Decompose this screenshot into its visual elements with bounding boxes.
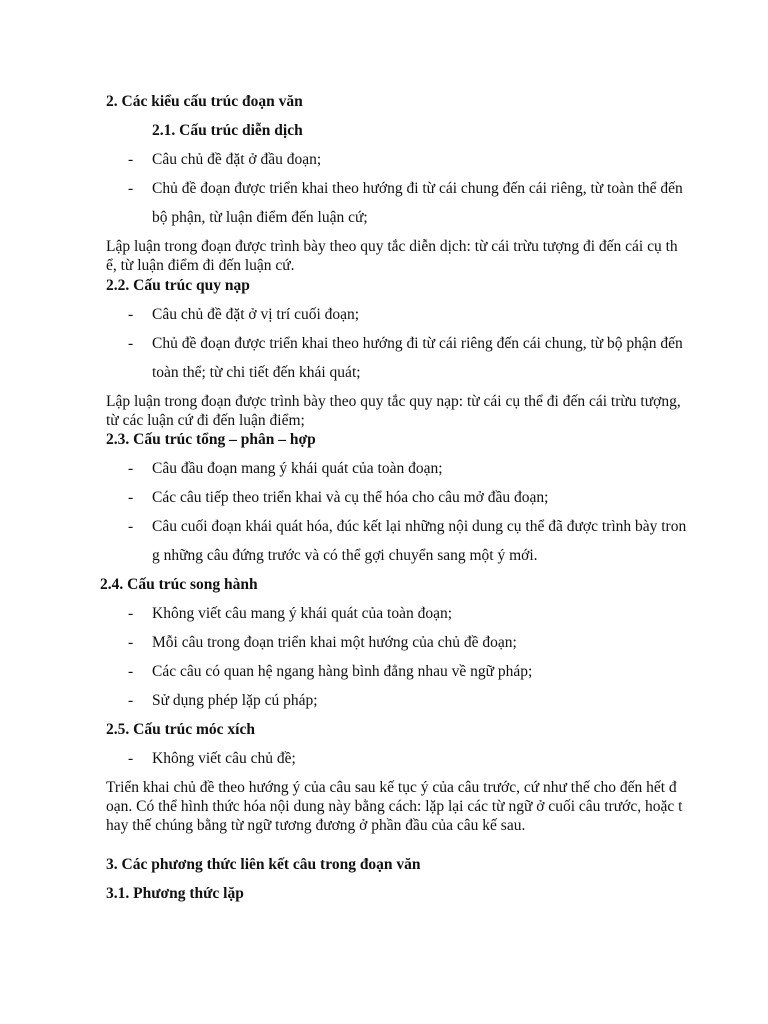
paragraph-line: Lập luận trong đoạn được trình bày theo quy tắc quy nạp: từ cái cụ thể đi đến cái trừu tượng,: [106, 393, 681, 410]
bullet-dash: -: [128, 151, 134, 168]
bullet-dash: -: [128, 692, 134, 709]
bullet-dash: -: [128, 634, 134, 651]
bullet-text: Mỗi câu trong đoạn triển khai một hướng của chủ đề đoạn;: [152, 634, 517, 651]
paragraph-line: oạn. Có thể hình thức hóa nội dung này bằng cách: lặp lại các từ ngữ ở cuối câu trước, hoặc t: [106, 798, 683, 815]
bullet-text-continued: bộ phận, từ luận điểm đến luận cứ;: [152, 209, 368, 226]
bullet-text: Sử dụng phép lặp cú pháp;: [152, 692, 318, 709]
bullet-dash: -: [128, 335, 134, 352]
bullet-text: Không viết câu chủ đề;: [152, 750, 296, 767]
paragraph-line: hay thế chúng bằng từ ngữ tương đương ở phần đầu của câu kế sau.: [106, 817, 526, 834]
bullet-text: Câu chủ đề đặt ở đầu đoạn;: [152, 151, 322, 168]
bullet-text: Không viết câu mang ý khái quát của toàn đoạn;: [152, 605, 453, 622]
paragraph-line: Triển khai chủ đề theo hướng ý của câu sau kế tục ý của câu trước, cứ như thế cho đến hết đ: [106, 779, 677, 796]
bullet-text-continued: toàn thể; từ chi tiết đến khái quát;: [152, 364, 361, 381]
paragraph-line: Lập luận trong đoạn được trình bày theo quy tắc diễn dịch: từ cái trừu tượng đi đến cái cụ th: [106, 238, 678, 255]
paragraph-line: từ các luận cứ đi đến luận điểm;: [106, 412, 305, 429]
section-2-heading: 2. Các kiểu cấu trúc đoạn văn: [106, 93, 303, 110]
bullet-dash: -: [128, 518, 134, 535]
bullet-text: Câu cuối đoạn khái quát hóa, đúc kết lại những nội dung cụ thể đã được trình bày tron: [152, 518, 687, 535]
bullet-text: Câu đầu đoạn mang ý khái quát của toàn đoạn;: [152, 460, 443, 477]
section-2-3-heading: 2.3. Cấu trúc tổng – phân – hợp: [106, 431, 316, 448]
bullet-dash: -: [128, 663, 134, 680]
bullet-text-continued: g những câu đứng trước và có thể gợi chuyển sang một ý mới.: [152, 547, 538, 564]
paragraph-line: ể, từ luận điểm đi đến luận cứ.: [106, 257, 295, 274]
section-2-5-heading: 2.5. Cấu trúc móc xích: [106, 721, 255, 738]
bullet-dash: -: [128, 306, 134, 323]
section-2-4-heading: 2.4. Cấu trúc song hành: [100, 576, 258, 593]
bullet-dash: -: [128, 180, 134, 197]
bullet-dash: -: [128, 489, 134, 506]
bullet-text: Các câu có quan hệ ngang hàng bình đẳng nhau về ngữ pháp;: [152, 663, 533, 680]
bullet-text: Các câu tiếp theo triển khai và cụ thể hóa cho câu mở đầu đoạn;: [152, 489, 549, 506]
section-2-1-heading: 2.1. Cấu trúc diễn dịch: [152, 122, 303, 139]
bullet-text: Chủ đề đoạn được triển khai theo hướng đi từ cái chung đến cái riêng, từ toàn thể đến: [152, 180, 683, 197]
bullet-dash: -: [128, 605, 134, 622]
section-3-1-heading: 3.1. Phương thức lặp: [106, 885, 244, 902]
bullet-dash: -: [128, 460, 134, 477]
section-3-heading: 3. Các phương thức liên kết câu trong đoạn văn: [106, 856, 421, 873]
bullet-text: Câu chủ đề đặt ở vị trí cuối đoạn;: [152, 306, 360, 323]
section-2-2-heading: 2.2. Cấu trúc quy nạp: [106, 277, 250, 294]
bullet-text: Chủ đề đoạn được triển khai theo hướng đi từ cái riêng đến cái chung, từ bộ phận đến: [152, 335, 683, 352]
bullet-dash: -: [128, 750, 134, 767]
